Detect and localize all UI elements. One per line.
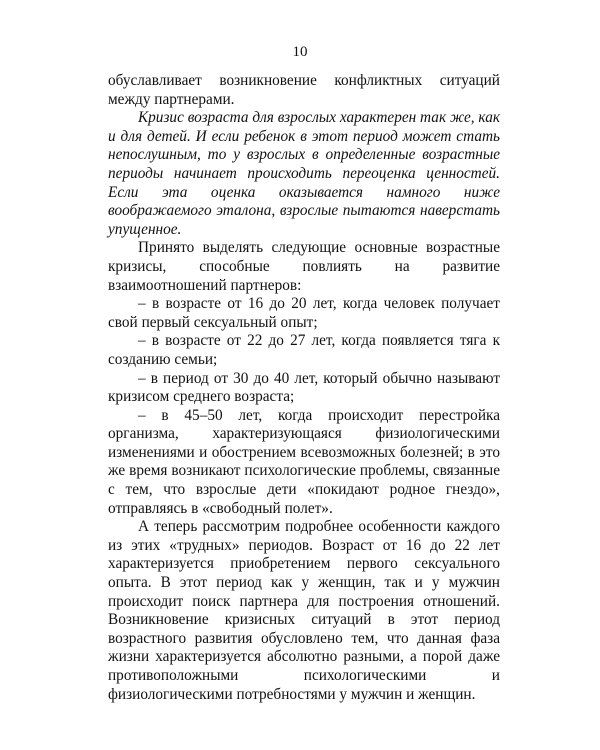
paragraph-crises-intro: Принято выделять следующие основные возрастные кризисы, способные повлиять на развитие взаимоотношений партнеров: [108, 239, 500, 294]
paragraph-continuation: обуславливает возникновение конфликтных ситуаций между партнерами. [108, 72, 500, 108]
list-item-crisis-30-40: – в период от 30 до 40 лет, который обычно называют кризисом среднего возраста; [108, 369, 500, 406]
paragraph-detailed-review: А теперь рассмотрим подробнее особенности каждого из этих «трудных» периодов. Возраст от 16 до 22 лет характеризуется приобретением первого сексуального опыта. В этот период как у женщин, так и у мужчин происходит поиск партнера для построения отношений. Возникновение кризисных ситуаций в этот период возрастного развития обусловлено тем, что данная фаза жизни характеризуется абсолютно разными, а порой даже противоположными психологическими и физиологическими потребностями у мужчин и женщин. [108, 518, 500, 703]
list-item-crisis-16-20: – в возрасте от 16 до 20 лет, когда человек получает свой первый сексуальный опыт; [108, 295, 500, 331]
text-body [108, 72, 500, 704]
page-number: 10 [292, 44, 308, 60]
list-item-crisis-22-27: – в возрасте от 22 до 27 лет, когда появляется тяга к созданию семьи; [108, 332, 500, 368]
paragraph-age-crisis-italic: Кризис возраста для взрослых характерен так же, как и для детей. И если ребенок в этот период может стать непослушным, то у взрослых в определенные возрастные периоды начинает происходить переоценка ценностей. Если эта оценка оказывается намного ниже воображаемого эталона, взрослые пытаются наверстать упущенное. [108, 109, 500, 238]
list-item-crisis-45-50: – в 45–50 лет, когда происходит перестройка организма, характеризующаяся физиологическими изменениями и обострением всевозможных болезней; в это же время возникают психологические проблемы, связанные с тем, что взрослые дети «покидают родное гнездо», отправляясь в «свободный полет». [108, 406, 500, 517]
